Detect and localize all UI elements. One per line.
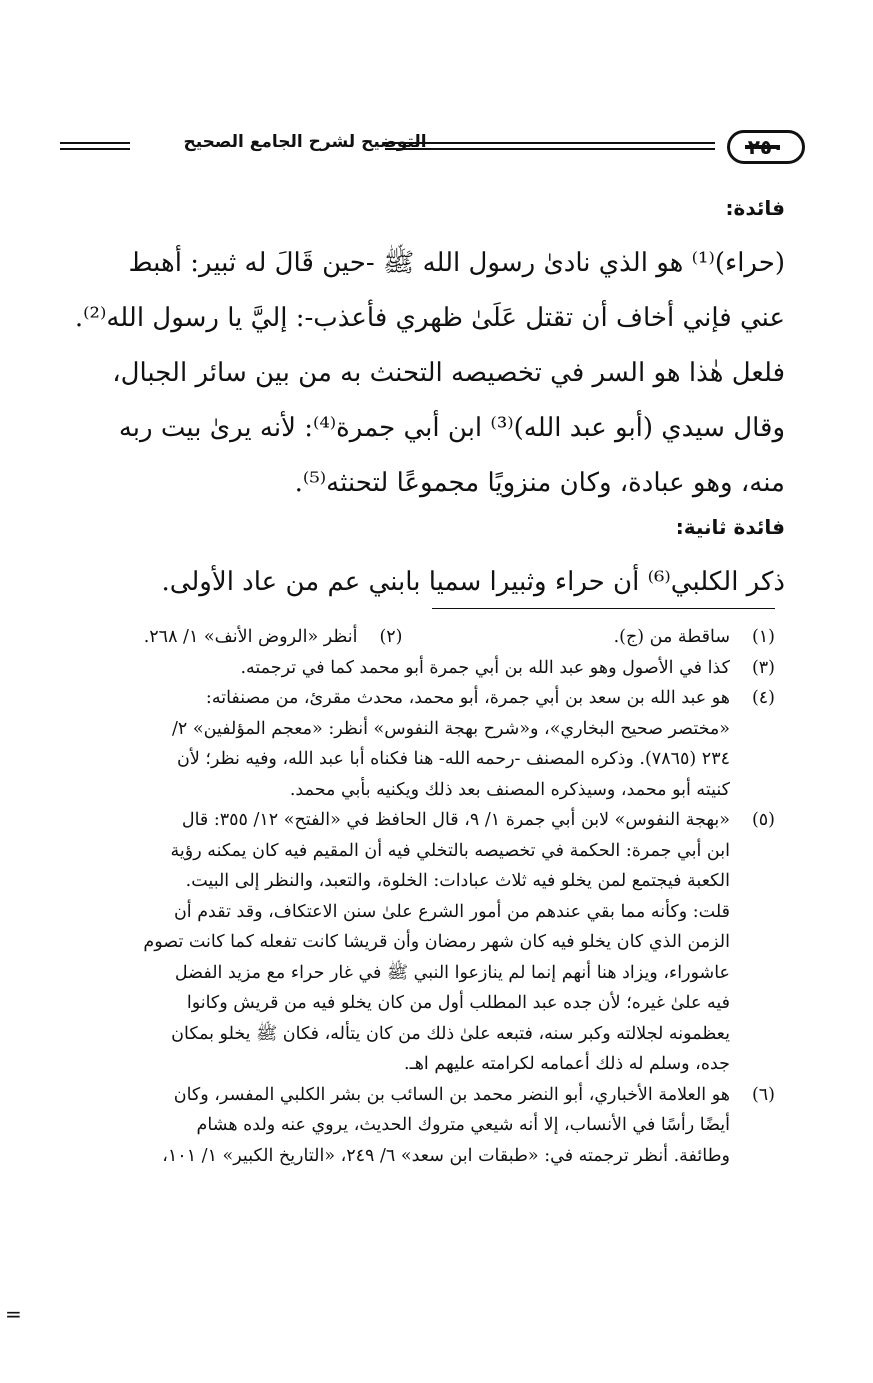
footnote-3 xyxy=(30,653,775,684)
body-line: عني فإني أخاف أن تقتل عَلَىٰ ظهري فأعذب-: إليَّ يا رسول الله⁽²⁾. xyxy=(74,303,785,333)
footnote-separator xyxy=(432,608,775,609)
footnote-line: جده، وسلم له ذلك أعمامه لكرامته عليهم اهـ. xyxy=(404,1054,730,1074)
footnote-line: ٢٣٤ (٧٨٦٥). وذكره المصنف -رحمه الله- هنا فكناه أبا عبد الله، وفيه نظر؛ لأن xyxy=(177,749,730,769)
footnote-number: (١) xyxy=(751,627,775,647)
header-rule-middle-top xyxy=(385,142,715,144)
footnote-number: (٦) xyxy=(751,1084,775,1105)
header-rule-left-top xyxy=(60,142,130,144)
footnote-number: (٢) xyxy=(379,627,403,647)
footnote-2 xyxy=(30,622,403,653)
running-header xyxy=(55,128,785,168)
footnote-number: (٣) xyxy=(751,657,775,678)
page-number: ٢٥٠ xyxy=(727,130,805,164)
footnote-line: عاشوراء، ويزاد هنا أنهم إنما لم ينازعوا النبي ﷺ في غار حراء مع مزيد الفضل xyxy=(174,962,730,983)
body-line: (حراء)⁽¹⁾ هو الذي نادىٰ رسول الله ﷺ -حين قَالَ له ثبير: أهبط xyxy=(128,248,785,278)
footnote-number: (٤) xyxy=(751,688,775,708)
footnote-line: الزمن الذي كان يخلو فيه كان شهر رمضان وأن قريشا كانت تفعله كما كانت تصوم xyxy=(143,932,730,952)
footnote-text: أنظر «الروض الأنف» ١/ ٢٦٨. xyxy=(143,627,358,647)
body-line: وقال سيدي (أبو عبد الله)⁽³⁾ ابن أبي جمرة⁽⁴⁾: لأنه يرىٰ بيت ربه xyxy=(118,413,785,443)
footnote-line: قلت: وكأنه مما بقي عندهم من أمور الشرع علىٰ سنن الاعتكاف، وقد تقدم أن xyxy=(173,901,730,922)
footnotes xyxy=(30,622,775,1171)
body-line: فلعل هٰذا هو السر في تخصيصه التحنث به من بين سائر الجبال، xyxy=(112,358,785,388)
section-heading-1: فائدة: xyxy=(725,196,785,220)
footnote-line: هو العلامة الأخباري، أبو النضر محمد بن السائب بن بشر الكلبي المفسر، وكان xyxy=(173,1084,730,1105)
footnote-line: فيه علىٰ غيره؛ لأن جده عبد المطلب أول من كان يخلو فيه من قريش وكانوا xyxy=(186,993,730,1013)
footnote-line: وطائفة. أنظر ترجمته في: «طبقات ابن سعد» ٦/ ٢٤٩، «التاريخ الكبير» ١/ ١٠١، xyxy=(162,1145,730,1166)
footnote-line: هو عبد الله بن سعد بن أبي جمرة، أبو محمد، محدث مقرئ، من مصنفاته: xyxy=(205,688,730,708)
header-rule-left-bottom xyxy=(60,148,130,150)
footnote-1 xyxy=(403,622,776,653)
body-line: منه، وهو عبادة، وكان منزويًا مجموعًا لتحنثه⁽⁵⁾. xyxy=(294,468,785,498)
header-rule-middle-bottom xyxy=(385,148,715,150)
main-text xyxy=(55,196,785,610)
section-heading-2: فائدة ثانية: xyxy=(675,515,785,539)
running-title: التوضيح لشرح الجامع الصحيح xyxy=(183,132,427,152)
footnote-row-1-2 xyxy=(30,622,775,653)
footnote-6 xyxy=(30,1080,775,1172)
footnote-4 xyxy=(30,683,775,805)
footnote-line: كنيته أبو محمد، وسيذكره المصنف بعد ذلك ويكنيه بأبي محمد. xyxy=(289,779,730,800)
footnote-line: كذا في الأصول وهو عبد الله بن أبي جمرة أبو محمد كما في ترجمته. xyxy=(240,657,730,678)
footnote-line: أيضًا رأسًا في الأنساب، إلا أنه شيعي متروك الحديث، يروي عنه ولده هشام xyxy=(196,1115,730,1135)
footnote-line: يعظمونه لجلالته وكبر سنه، فتبعه علىٰ ذلك من كان يتأله، فكان ﷺ يخلو بمكان xyxy=(171,1023,730,1044)
footnote-line: الكعبة فيجتمع لمن يخلو فيه ثلاث عبادات: الخلوة، والتعبد، والنظر إلى البيت. xyxy=(185,871,730,891)
footnote-line: «بهجة النفوس» لابن أبي جمرة ١/ ٩، قال الحافظ في «الفتح» ١٢/ ٣٥٥: قال xyxy=(181,810,730,830)
body-line: ذكر الكلبي⁽⁶⁾ أن حراء وثبيرا سميا بابني عم من عاد الأولى. xyxy=(161,567,785,597)
footnote-line: «مختصر صحيح البخاري»، و«شرح بهجة النفوس» أنظر: «معجم المؤلفين» ٢/ xyxy=(172,718,730,739)
footnote-line: ابن أبي جمرة: الحكمة في تخصيصه بالتخلي فيه أن المقيم فيه كان يمكنه رؤية xyxy=(170,840,730,861)
continuation-mark: = xyxy=(5,1302,22,1326)
footnote-5 xyxy=(30,805,775,1080)
footnote-text: ساقطة من (ج). xyxy=(613,627,730,647)
footnote-number: (٥) xyxy=(751,810,775,830)
